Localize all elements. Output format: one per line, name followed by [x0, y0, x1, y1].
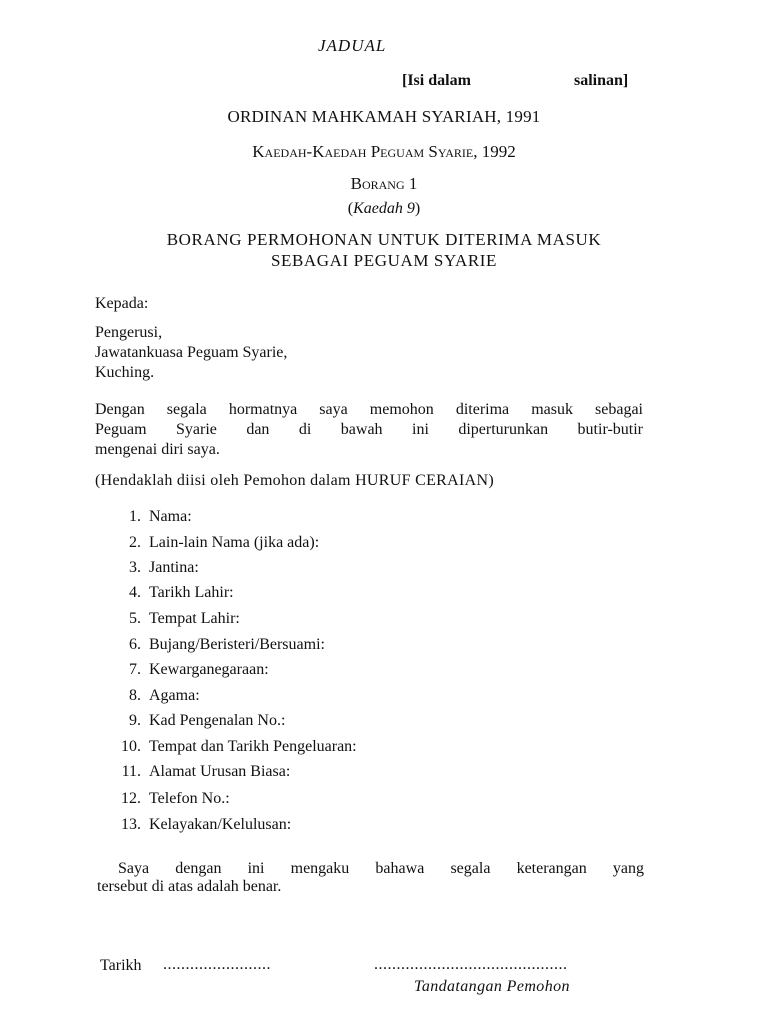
list-item-label: Lain-lain Nama (jika ada):: [149, 534, 320, 551]
intro-line: mengenai diri saya.: [95, 441, 220, 458]
form-title-line1: BORANG PERMOHONAN UNTUK DITERIMA MASUK: [166, 230, 602, 249]
signature-label: Tandatangan Pemohon: [414, 978, 570, 995]
rule-reference-open: (: [347, 200, 354, 217]
list-item: [115, 661, 269, 679]
form-title-line2: SEBAGAI PEGUAM SYARIE: [270, 251, 498, 270]
declaration-line: Saya dengan ini mengaku bahawa segala keterangan yang: [118, 860, 644, 877]
list-item-number: 5.: [129, 610, 141, 627]
list-item-number: 6.: [129, 636, 141, 653]
list-item-label: Tarikh Lahir:: [149, 584, 234, 601]
copy-note-left: [Isi dalam: [402, 72, 471, 89]
list-item-number: 4.: [129, 584, 141, 601]
list-item-number: 3.: [129, 559, 141, 576]
list-item-number: 7.: [129, 661, 141, 678]
list-item-label: Telefon No.:: [149, 790, 230, 807]
addressee-label: Kepada:: [95, 295, 149, 312]
list-item: [115, 763, 290, 781]
list-item-label: Bujang/Beristeri/Bersuami:: [149, 636, 325, 653]
list-item: [115, 712, 285, 730]
list-item-number: 11.: [121, 763, 141, 780]
list-item-label: Alamat Urusan Biasa:: [149, 763, 291, 780]
list-item-label: Agama:: [149, 687, 200, 704]
list-item-number: 2.: [129, 534, 141, 551]
intro-line: Peguam Syarie dan di bawah ini diperturunkan butir-butir: [95, 421, 643, 438]
ordinance-title: ORDINAN MAHKAMAH SYARIAH, 1991: [227, 107, 541, 126]
list-item-number: 1.: [129, 508, 141, 525]
list-item-number: 9.: [129, 712, 141, 729]
list-item-number: 8.: [129, 687, 141, 704]
rule-reference-text: Kaedah 9: [353, 200, 415, 217]
date-line: ........................: [163, 956, 271, 973]
list-item: [115, 790, 230, 808]
date-label: Tarikh: [100, 957, 142, 974]
rule-reference-close: ): [414, 200, 421, 217]
list-item-number: 10.: [121, 738, 141, 755]
addressee-line: Kuching.: [95, 364, 155, 381]
list-item: [115, 687, 200, 705]
addressee-line: Pengerusi,: [95, 324, 163, 341]
copy-note-right: salinan]: [574, 72, 629, 89]
list-item-number: 13.: [121, 816, 141, 833]
list-item-number: 12.: [121, 790, 141, 807]
list-item-label: Kewarganegaraan:: [149, 661, 269, 678]
list-item-label: Jantina:: [149, 559, 199, 576]
list-item: [115, 508, 192, 526]
list-item-label: Tempat Lahir:: [149, 610, 240, 627]
list-item-label: Kad Pengenalan No.:: [149, 712, 286, 729]
declaration-line: tersebut di atas adalah benar.: [97, 878, 282, 895]
list-item: [115, 559, 199, 577]
list-item-label: Nama:: [149, 508, 192, 525]
rule-reference: [0, 200, 768, 218]
addressee-line: Jawatankuasa Peguam Syarie,: [95, 344, 288, 361]
list-item: [115, 610, 240, 628]
list-item: [115, 534, 319, 552]
list-item-label: Kelayakan/Kelulusan:: [149, 816, 292, 833]
form-number: Borang 1: [350, 174, 418, 193]
list-item: [115, 816, 291, 834]
list-item: [115, 636, 325, 654]
list-item: [115, 584, 234, 602]
intro-line: Dengan segala hormatnya saya memohon diterima masuk sebagai: [95, 401, 643, 418]
instruction-text: (Hendaklah diisi oleh Pemohon dalam HURUF CERAIAN): [95, 472, 494, 489]
schedule-label: JADUAL: [318, 36, 387, 55]
rules-title: Kaedah-Kaedah Peguam Syarie, 1992: [252, 142, 516, 161]
signature-line: ...........................................: [374, 956, 568, 973]
list-item-label: Tempat dan Tarikh Pengeluaran:: [149, 738, 357, 755]
list-item: [115, 738, 357, 756]
